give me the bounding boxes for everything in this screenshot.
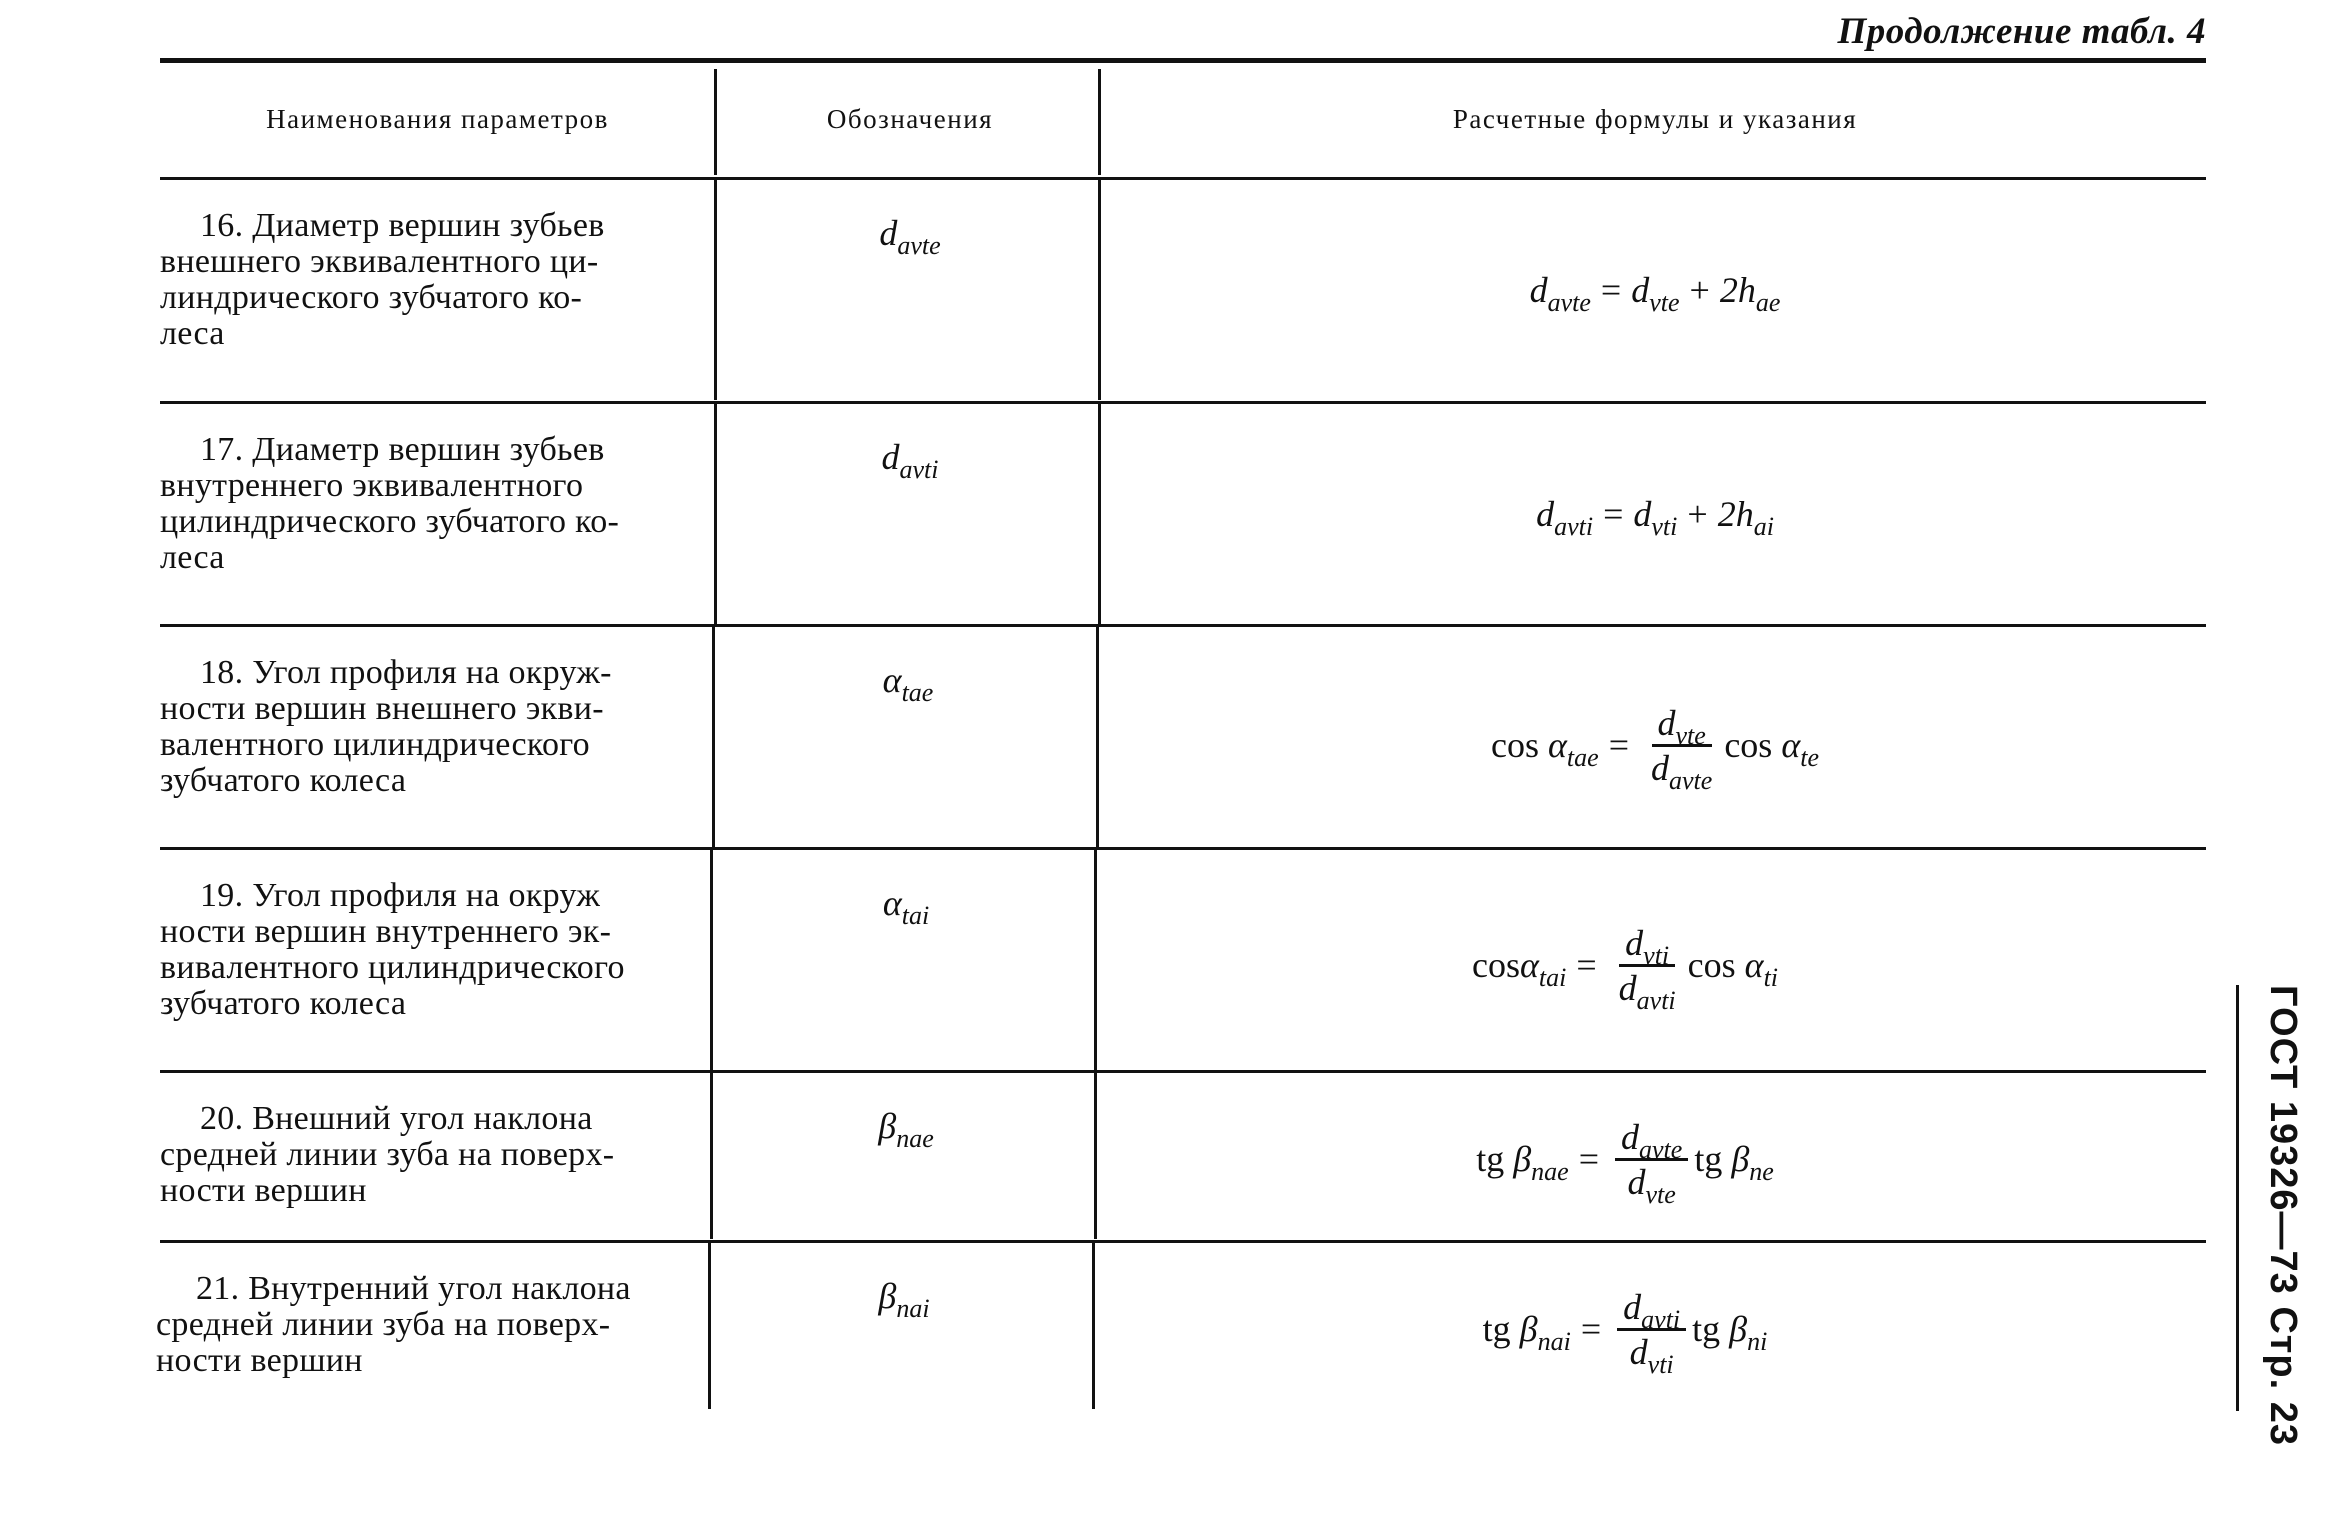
param-formula: cos $\alpha_{tai}$ = $\frac{d_{vti}}{d_{avti}}$ cos $\alpha_{ti}$ xyxy=(1471,922,1779,1015)
row-divider-1 xyxy=(714,404,717,624)
fraction: $\frac{d_{avte}}{d_{vte}}$ xyxy=(1615,1118,1688,1201)
param-formula: tg $\beta_{nae}$ = $\frac{d_{avte}}{d_{vte}}$ tg $\beta_{ne}$ xyxy=(1476,1116,1774,1209)
param-name: 20. Внешний угол наклона средней линии зуба на поверх- ности вершин xyxy=(160,1100,615,1209)
param-name: 19. Угол профиля на окруж ности вершин внутреннего эк- вивалентного цилиндрического зубчатого колеса xyxy=(160,877,625,1022)
param-symbol: $\alpha_{tai}$ xyxy=(882,883,930,930)
side-rule xyxy=(2236,985,2239,1411)
header-param: Наименования параметров xyxy=(266,103,609,134)
row-divider-1 xyxy=(710,850,713,1070)
row-divider-1 xyxy=(708,1243,711,1409)
fraction: $\frac{d_{vti}}{d_{avti}}$ xyxy=(1618,922,1676,1015)
table-row xyxy=(156,1243,2206,1413)
param-symbol: $\alpha_{tae}$ xyxy=(882,660,934,707)
header-divider-2 xyxy=(1098,69,1101,175)
param-symbol: $d_{avti}$ xyxy=(881,437,939,484)
param-name: 17. Диаметр вершин зубьев внутреннего эквивалентного цилиндрического зубчатого ко- леса xyxy=(160,431,620,576)
standard-page-label: ГОСТ 19326—73 Стр. 23 xyxy=(2262,985,2304,1447)
header-symbol: Обозначения xyxy=(826,103,994,134)
row-divider-1 xyxy=(712,627,715,847)
header-formula: Расчетные формулы и указания xyxy=(1452,103,1858,134)
table-row xyxy=(160,180,2206,404)
table-row xyxy=(160,850,2206,1074)
param-formula: $d_{avte}$ = $d_{vte}$ + $2h_{ae}$ xyxy=(1529,270,1781,317)
table-header xyxy=(160,63,2206,175)
param-name: 16. Диаметр вершин зубьев внешнего эквивалентного ци- линдрического зубчатого ко- леса xyxy=(160,207,605,352)
param-name: 18. Угол профиля на окруж- ности вершин внешнего экви- валентного цилиндрического зубчатого колеса xyxy=(160,654,612,799)
fraction: $\frac{d_{avti}}{d_{vti}}$ xyxy=(1617,1288,1686,1371)
param-symbol: $\beta_{nai}$ xyxy=(878,1276,930,1323)
param-name: 21. Внутренний угол наклона средней линии зуба на поверх- ности вершин xyxy=(156,1270,631,1379)
row-divider-1 xyxy=(714,180,717,400)
header-divider-1 xyxy=(714,69,717,175)
table-row xyxy=(160,404,2206,628)
table-row xyxy=(160,627,2206,851)
param-formula: tg $\beta_{nai}$ = $\frac{d_{avti}}{d_{vti}}$ tg $\beta_{ni}$ xyxy=(1482,1286,1768,1379)
continuation-label: Продолжение табл. 4 xyxy=(1837,11,2206,52)
param-symbol: $\beta_{nae}$ xyxy=(878,1106,934,1153)
fraction: $\frac{d_{vte}}{d_{avte}}$ xyxy=(1651,702,1713,795)
row-divider-1 xyxy=(710,1073,713,1239)
table-row xyxy=(160,1073,2206,1243)
param-formula: $d_{avti}$ = $d_{vti}$ + $2h_{ai}$ xyxy=(1536,494,1774,541)
param-formula: cos $\alpha_{tae}$ = $\frac{d_{vte}}{d_{avte}}$ cos $\alpha_{te}$ xyxy=(1491,702,1819,795)
side-margin-label xyxy=(2230,985,2304,1447)
param-symbol: $d_{avte}$ xyxy=(879,213,941,260)
